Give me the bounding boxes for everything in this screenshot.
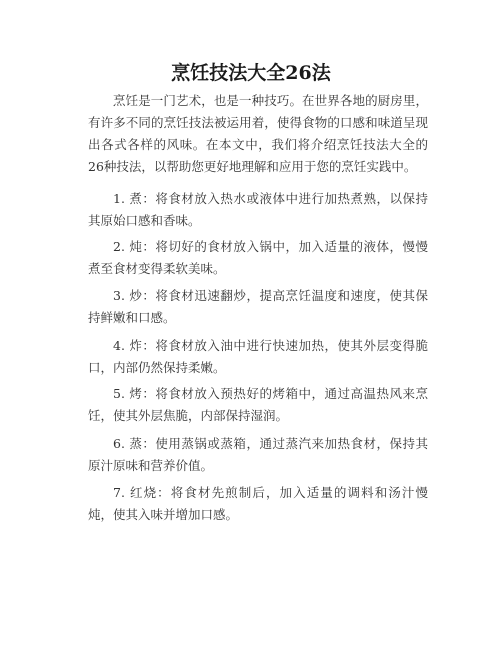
document-title: 烹饪技法大全26法 [171, 62, 331, 84]
technique-item-2: 2. 炖：将切好的食材放入锅中，加入适量的液体，慢慢煮至食材变得柔软美味。 [88, 239, 428, 276]
technique-item-1: 1. 煮：将食材放入热水或液体中进行加热煮熟，以保持其原始口感和香味。 [88, 191, 428, 228]
technique-item-5: 5. 烤：将食材放入预热好的烤箱中，通过高温热风来烹饪，使其外层焦脆，内部保持湿润。 [88, 386, 428, 423]
intro-paragraph: 烹饪是一门艺术，也是一种技巧。在世界各地的厨房里，有许多不同的烹饪技法被运用着，使得食物的口感和味道呈现出各式各样的风味。在本文中，我们将介绍烹饪技法大全的26种技法，以帮助您更好地理解和应用于您的烹饪实践中。 [88, 93, 428, 174]
technique-item-7: 7. 红烧：将食材先煎制后，加入适量的调料和汤汁慢炖，使其入味并增加口感。 [88, 485, 428, 522]
technique-item-6: 6. 蒸：使用蒸锅或蒸箱，通过蒸汽来加热食材，保持其原汁原味和营养价值。 [88, 436, 428, 473]
technique-item-3: 3. 炒：将食材迅速翻炒，提高烹饪温度和速度，使其保持鲜嫩和口感。 [88, 288, 428, 325]
technique-item-4: 4. 炸：将食材放入油中进行快速加热，使其外层变得脆口，内部仍然保持柔嫩。 [88, 338, 428, 375]
